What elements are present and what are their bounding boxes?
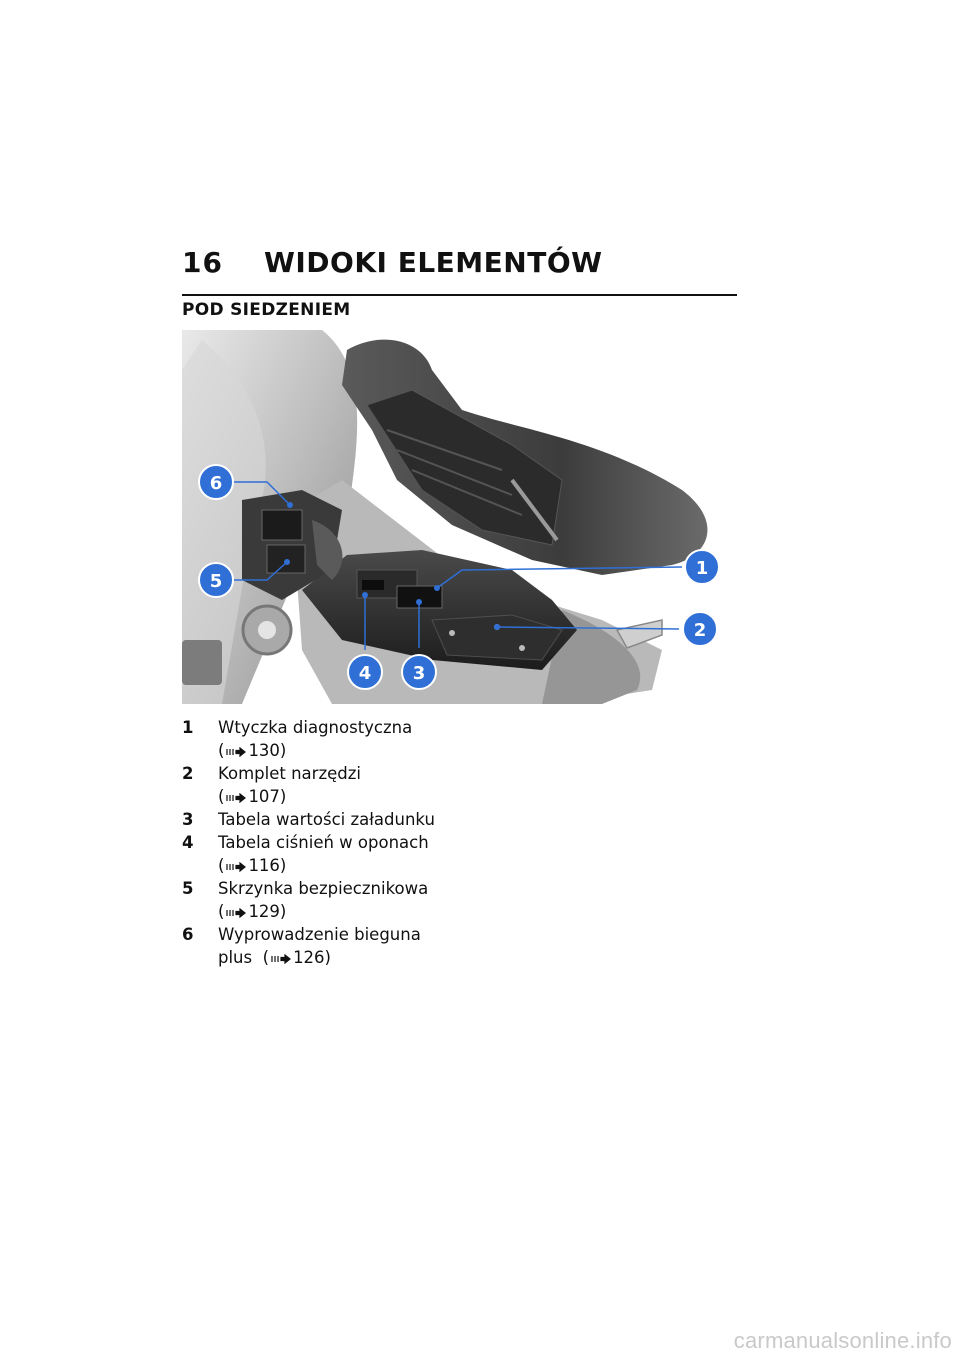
legend-number: 2 xyxy=(182,764,194,783)
page-reference[interactable]: ( 107) xyxy=(218,787,287,806)
watermark: carmanualsonline.info xyxy=(733,1328,952,1353)
page-reference-arrow-icon xyxy=(226,908,246,918)
callout-5 xyxy=(199,563,233,597)
legend-number: 3 xyxy=(182,810,194,829)
list-item xyxy=(182,877,482,923)
legend-text: Wtyczka diagnostyczna xyxy=(218,718,413,737)
motorcycle-under-seat-drawing xyxy=(182,330,737,704)
callout-2 xyxy=(683,612,717,646)
page-reference-arrow-icon xyxy=(226,793,246,803)
section-title: POD SIEDZENIEM xyxy=(182,300,351,320)
legend-text: Skrzynka bezpiecznikowa xyxy=(218,879,429,898)
page-header xyxy=(182,246,737,279)
legend-text: Komplet narzędzi xyxy=(218,764,361,783)
page-reference-arrow-icon xyxy=(226,747,246,757)
callout-6 xyxy=(199,465,233,499)
legend-number: 4 xyxy=(182,833,194,852)
list-item xyxy=(182,808,482,831)
section-divider xyxy=(182,294,737,296)
page-reference[interactable]: plus ( 126) xyxy=(218,948,331,967)
chapter-title: WIDOKI ELEMENTÓW xyxy=(264,246,603,279)
page-reference-arrow-icon xyxy=(271,954,291,964)
under-seat-illustration xyxy=(182,330,737,704)
legend-text: Tabela wartości załadunku xyxy=(218,810,435,829)
legend-text: Wyprowadzenie bieguna xyxy=(218,925,421,944)
list-item xyxy=(182,923,482,969)
legend-list xyxy=(182,716,482,969)
svg-text:1: 1 xyxy=(695,558,709,579)
callout-1 xyxy=(685,550,719,584)
legend-text: Tabela ciśnień w oponach xyxy=(218,833,429,852)
list-item xyxy=(182,831,482,877)
page-reference[interactable]: ( 116) xyxy=(218,856,287,875)
page-number: 16 xyxy=(182,246,223,279)
svg-text:4: 4 xyxy=(358,663,372,684)
svg-text:6: 6 xyxy=(209,473,223,494)
page-reference-arrow-icon xyxy=(226,862,246,872)
page-reference[interactable]: ( 130) xyxy=(218,741,287,760)
legend-number: 6 xyxy=(182,925,194,944)
callout-4 xyxy=(348,655,382,689)
svg-text:3: 3 xyxy=(412,663,426,684)
list-item xyxy=(182,762,482,808)
list-item xyxy=(182,716,482,762)
svg-text:5: 5 xyxy=(209,571,223,592)
page-reference[interactable]: ( 129) xyxy=(218,902,287,921)
legend-number: 5 xyxy=(182,879,194,898)
callout-3 xyxy=(402,655,436,689)
svg-text:2: 2 xyxy=(693,620,707,641)
legend-number: 1 xyxy=(182,718,194,737)
